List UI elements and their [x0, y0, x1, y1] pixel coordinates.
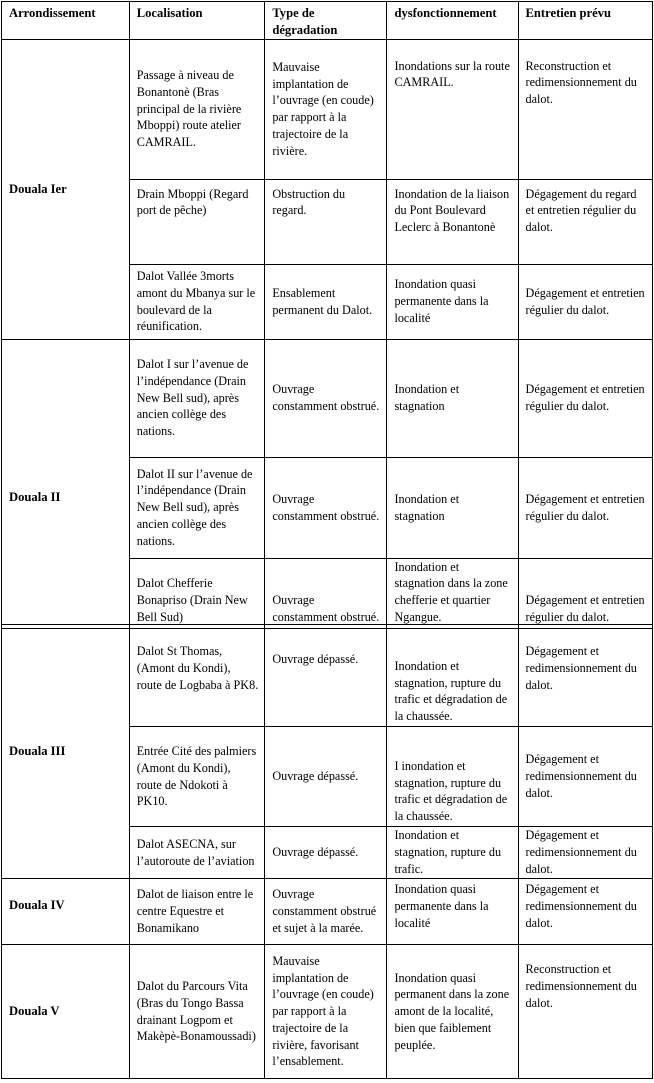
table-row	[2, 945, 653, 1079]
table-row	[2, 39, 653, 179]
table-row	[2, 339, 653, 457]
type-cell: Ouvrage dépassé.	[265, 827, 387, 879]
type-cell: Ouvrage dépassé.	[265, 727, 387, 827]
localisation-cell: Dalot Chefferie Bonapriso (Drain New Bell Sud)	[129, 558, 265, 628]
header-entretien: Entretien prévu	[518, 2, 652, 40]
dysfonctionnement-cell: Inondation et stagnation	[387, 457, 518, 558]
table-row	[2, 879, 653, 945]
entretien-cell: Dégagement et entretien régulier du dalot.	[518, 264, 652, 339]
type-cell: Ouvrage dépassé.	[265, 625, 387, 727]
type-cell: Mauvaise implantation de l’ouvrage (en coude) par rapport à la trajectoire de la rivière, favorisant l’ensablement.	[265, 945, 387, 1079]
entretien-cell: Dégagement et entretien régulier du dalot.	[518, 457, 652, 558]
localisation-cell: Dalot de liaison entre le centre Equestre et Bonamikano	[129, 879, 265, 945]
localisation-cell: Dalot ASECNA, sur l’autoroute de l’aviation	[129, 827, 265, 879]
entretien-cell: Dégagement du regard et entretien régulier du dalot.	[518, 179, 652, 264]
localisation-cell: Dalot I sur l’avenue de l’indépendance (Drain New Bell sud), après ancien collège des nations.	[129, 339, 265, 457]
entretien-cell: Reconstruction et redimensionnement du dalot.	[518, 39, 652, 179]
entretien-cell: Dégagement et redimensionnement du dalot.	[518, 827, 652, 879]
dysfonctionnement-cell: Inondation et stagnation, rupture du trafic.	[387, 827, 518, 879]
dysfonctionnement-cell: I inondation et stagnation, rupture du trafic et dégradation de la chaussée.	[387, 727, 518, 827]
localisation-cell: Entrée Cité des palmiers (Amont du Kondi), route de Ndokoti à PK10.	[129, 727, 265, 827]
entretien-cell: Dégagement et redimensionnement du dalot.	[518, 727, 652, 827]
type-cell: Obstruction du regard.	[265, 179, 387, 264]
entretien-cell: Dégagement et redimensionnement du dalot.	[518, 879, 652, 945]
maintenance-table-part-1	[1, 1, 653, 629]
table-row	[2, 625, 653, 727]
header-type: Type de dégradation	[265, 2, 387, 40]
entretien-cell: Dégagement et entretien régulier du dalot.	[518, 339, 652, 457]
dysfonctionnement-cell: Inondations sur la route CAMRAIL.	[387, 39, 518, 179]
entretien-cell: Reconstruction et redimensionnement du dalot.	[518, 945, 652, 1079]
header-row	[2, 2, 653, 40]
header-dysfonctionnement: dysfonctionnement	[387, 2, 518, 40]
dysfonctionnement-cell: Inondation de la liaison du Pont Boulevard Leclerc à Bonantonè	[387, 179, 518, 264]
type-cell: Mauvaise implantation de l’ouvrage (en coude) par rapport à la trajectoire de la rivière.	[265, 39, 387, 179]
maintenance-table-part-2	[1, 624, 653, 1079]
type-cell: Ouvrage constamment obstrué.	[265, 457, 387, 558]
arrondissement-cell: Douala II	[2, 339, 130, 628]
dysfonctionnement-cell: Inondation et stagnation, rupture du trafic et dégradation de la chaussée.	[387, 625, 518, 727]
localisation-cell: Dalot du Parcours Vita (Bras du Tongo Bassa drainant Logpom et Makèpè-Bonamoussadi)	[129, 945, 265, 1079]
arrondissement-cell: Douala III	[2, 625, 130, 879]
header-localisation: Localisation	[129, 2, 265, 40]
header-arrondissement: Arrondissement	[2, 2, 130, 40]
dysfonctionnement-cell: Inondation quasi permanente dans la localité	[387, 264, 518, 339]
dysfonctionnement-cell: Inondation et stagnation	[387, 339, 518, 457]
localisation-cell: Dalot II sur l’avenue de l’indépendance (Drain New Bell sud), après ancien collège des nations.	[129, 457, 265, 558]
entretien-cell: Dégagement et redimensionnement du dalot.	[518, 625, 652, 727]
arrondissement-cell: Douala Ier	[2, 39, 130, 339]
localisation-cell: Dalot Vallée 3morts amont du Mbanya sur le boulevard de la réunification.	[129, 264, 265, 339]
arrondissement-cell: Douala IV	[2, 879, 130, 945]
localisation-cell: Drain Mboppi (Regard port de pêche)	[129, 179, 265, 264]
dysfonctionnement-cell: Inondation et stagnation dans la zone chefferie et quartier Ngangue.	[387, 558, 518, 628]
type-cell: Ouvrage constamment obstrué.	[265, 339, 387, 457]
type-cell: Ensablement permanent du Dalot.	[265, 264, 387, 339]
type-cell: Ouvrage constamment obstrué.	[265, 558, 387, 628]
localisation-cell: Passage à niveau de Bonantonè (Bras principal de la rivière Mboppi) route atelier CAMRAIL.	[129, 39, 265, 179]
type-cell: Ouvrage constamment obstrué et sujet à la marée.	[265, 879, 387, 945]
localisation-cell: Dalot St Thomas, (Amont du Kondi), route de Logbaba à PK8.	[129, 625, 265, 727]
dysfonctionnement-cell: Inondation quasi permanent dans la zone amont de la localité, bien que faiblement peuplée.	[387, 945, 518, 1079]
arrondissement-cell: Douala V	[2, 945, 130, 1079]
dysfonctionnement-cell: Inondation quasi permanente dans la localité	[387, 879, 518, 945]
entretien-cell: Dégagement et entretien régulier du dalot.	[518, 558, 652, 628]
